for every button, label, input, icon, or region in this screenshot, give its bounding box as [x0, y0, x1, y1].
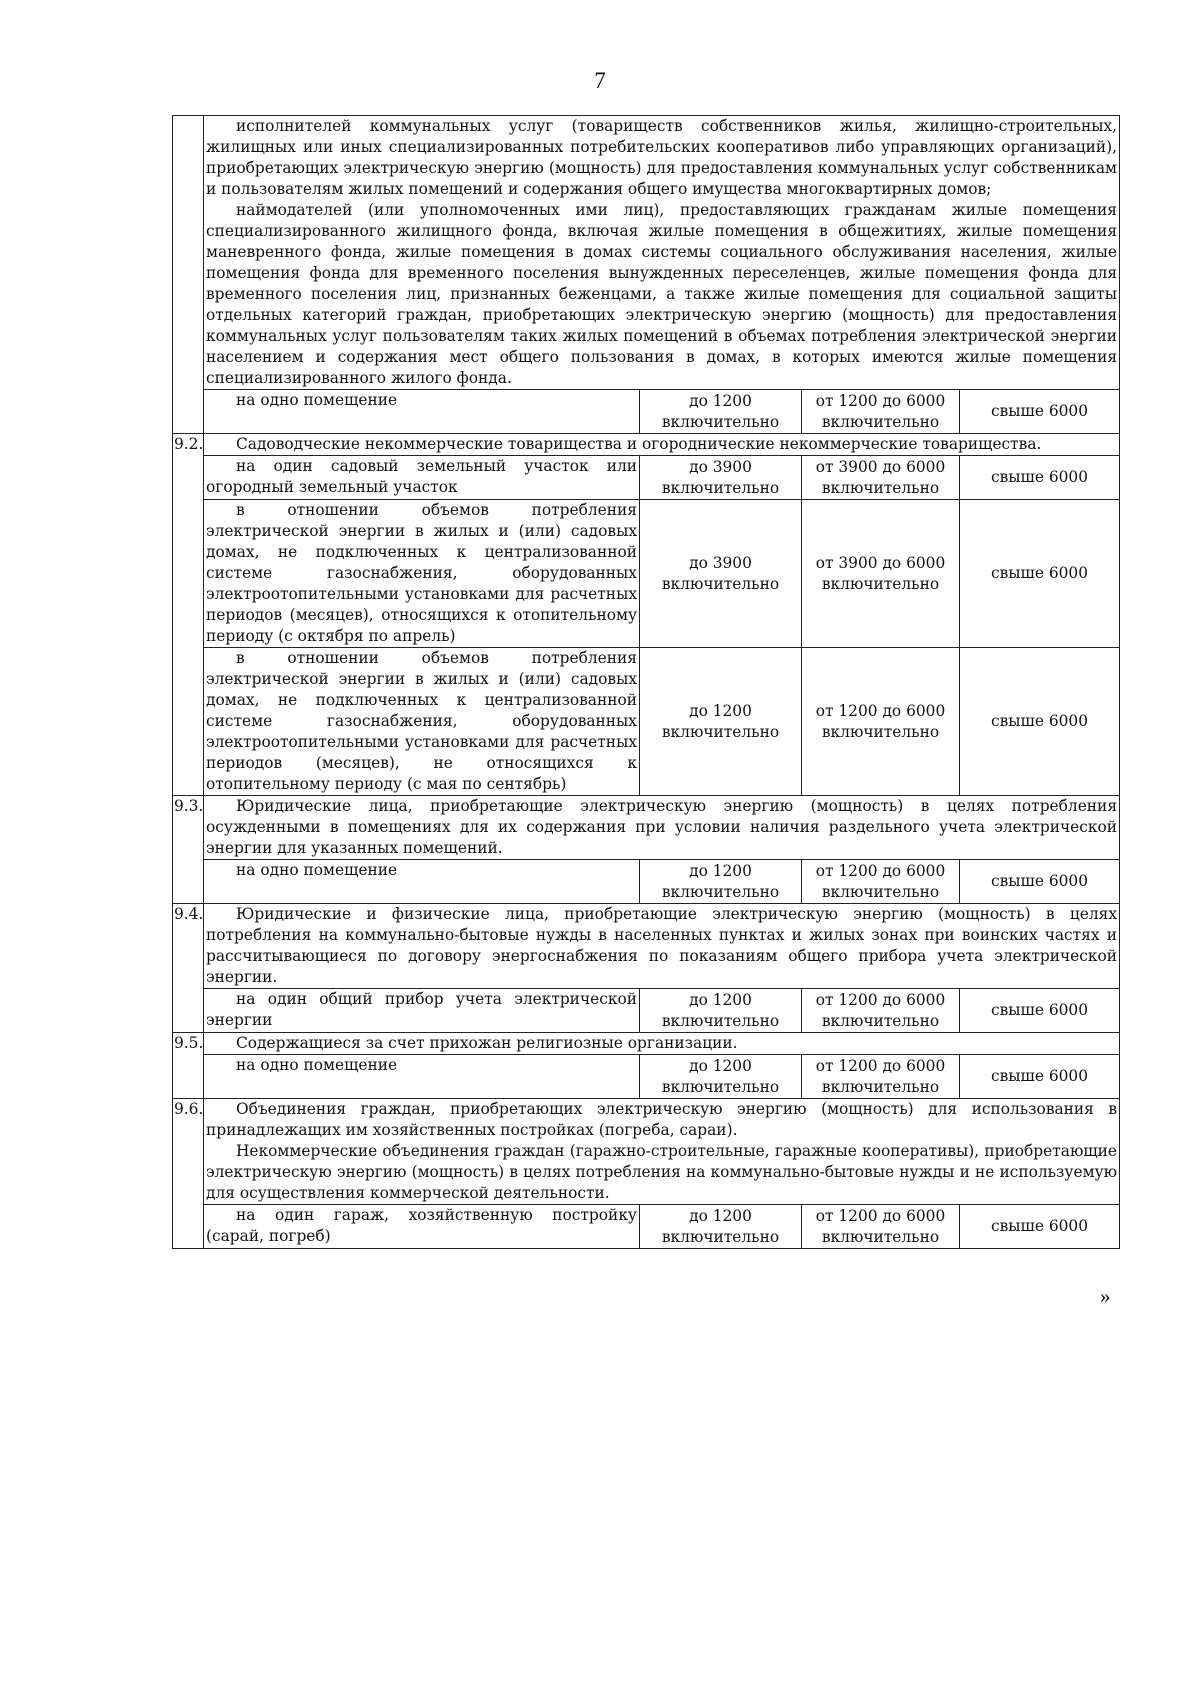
threshold-mid: от 3900 до 6000 включительно: [802, 500, 960, 648]
table-row: [173, 390, 1120, 434]
section-title: Юридические и физические лица, приобретающие электрическую энергию (мощность) в целях потребления на коммунально-бытовые нужды в населенных пунктах и жилых зонах при воинских частях и рассчитывающиеся по договору энергоснабжения по показаниям общего прибора учета электрической энергии.: [204, 904, 1120, 989]
threshold-high: свыше 6000: [960, 648, 1120, 796]
table-row: [173, 860, 1120, 904]
threshold-low: до 3900 включительно: [640, 500, 802, 648]
table-row: [173, 1099, 1120, 1205]
table-row: [173, 989, 1120, 1033]
row-label: на одно помещение: [204, 1055, 640, 1099]
threshold-low: до 3900 включительно: [640, 456, 802, 500]
row-label: на один гараж, хозяйственную постройку (сарай, погреб): [204, 1205, 640, 1249]
threshold-high: свыше 6000: [960, 1055, 1120, 1099]
threshold-low: до 1200 включительно: [640, 1055, 802, 1099]
threshold-mid: от 1200 до 6000 включительно: [802, 860, 960, 904]
page-number: 7: [594, 68, 606, 93]
section-number: 9.4.: [173, 904, 204, 1033]
tariff-table: [172, 115, 1120, 1249]
section-number: 9.5.: [173, 1033, 204, 1099]
table-row: [173, 434, 1120, 456]
row-label: на один садовый земельный участок или огородный земельный участок: [204, 456, 640, 500]
threshold-high: свыше 6000: [960, 500, 1120, 648]
threshold-high: свыше 6000: [960, 390, 1120, 434]
closing-quote-mark: »: [1100, 1284, 1111, 1308]
threshold-low: до 1200 включительно: [640, 1205, 802, 1249]
section-title: Юридические лица, приобретающие электрическую энергию (мощность) в целях потребления осужденными в помещениях для их содержания при условии наличия раздельного учета электрической энергии для указанных помещений.: [204, 796, 1120, 860]
section-title: Садоводческие некоммерческие товарищества и огороднические некоммерческие товарищества.: [204, 434, 1120, 456]
row-label: в отношении объемов потребления электрической энергии в жилых и (или) садовых домах, не подключенных к централизованной системе газоснабжения, оборудованных электроотопительными установками для расчетных периодов (месяцев), не относящихся к отопительному периоду (с мая по сентябрь): [204, 648, 640, 796]
intro-paragraph-2: наймодателей (или уполномоченных ими лиц), предоставляющих гражданам жилые помещения специализированного жилищного фонда, включая жилые помещения в общежитиях, жилые помещения маневренного фонда, жилые помещения в домах системы социального обслуживания населения, жилые помещения фонда для временного поселения вынужденных переселенцев, жилые помещения фонда для временного поселения лиц, признанных беженцами, а также жилые помещения для социальной защиты отдельных категорий граждан, приобретающих электрическую энергию (мощность) для предоставления коммунальных услуг пользователям таких жилых помещений в объемах потребления электрической энергии населением и содержания мест общего пользования в домах, в которых имеются жилые помещения специализированного жилого фонда.: [206, 201, 1118, 387]
table-row: [173, 116, 1120, 390]
threshold-mid: от 1200 до 6000 включительно: [802, 390, 960, 434]
section-number: 9.6.: [173, 1099, 204, 1249]
table-row: [173, 904, 1120, 989]
table-row: [173, 1205, 1120, 1249]
table-row: [173, 500, 1120, 648]
section-number: 9.3.: [173, 796, 204, 904]
row-number-cell: [173, 116, 204, 434]
threshold-low: до 1200 включительно: [640, 390, 802, 434]
table-row: [173, 1055, 1120, 1099]
row-label: на одно помещение: [204, 860, 640, 904]
table-row: [173, 796, 1120, 860]
threshold-low: до 1200 включительно: [640, 648, 802, 796]
threshold-mid: от 1200 до 6000 включительно: [802, 648, 960, 796]
section-paragraph-1: Объединения граждан, приобретающих электрическую энергию (мощность) для использования в принадлежащих им хозяйственных постройках (погреба, сараи).: [206, 1100, 1118, 1139]
threshold-mid: от 3900 до 6000 включительно: [802, 456, 960, 500]
row-label: на одно помещение: [204, 390, 640, 434]
threshold-high: свыше 6000: [960, 989, 1120, 1033]
table-row: [173, 1033, 1120, 1055]
table-row: [173, 456, 1120, 500]
section-title: Содержащиеся за счет прихожан религиозные организации.: [204, 1033, 1120, 1055]
row-label: в отношении объемов потребления электрической энергии в жилых и (или) садовых домах, не подключенных к централизованной системе газоснабжения, оборудованных электроотопительными установками для расчетных периодов (месяцев), относящихся к отопительному периоду (с октября по апрель): [204, 500, 640, 648]
section-number: 9.2.: [173, 434, 204, 796]
threshold-mid: от 1200 до 6000 включительно: [802, 989, 960, 1033]
threshold-low: до 1200 включительно: [640, 989, 802, 1033]
intro-paragraph-1: исполнителей коммунальных услуг (товариществ собственников жилья, жилищно-строительных, жилищных или иных специализированных потребительских кооперативов либо управляющих организаций), приобретающих электрическую энергию (мощность) для предоставления коммунальных услуг собственникам и пользователям жилых помещений и содержания общего имущества многоквартирных домов;: [206, 117, 1118, 198]
intro-text-cell: [204, 116, 1120, 390]
threshold-high: свыше 6000: [960, 456, 1120, 500]
threshold-high: свыше 6000: [960, 1205, 1120, 1249]
row-label: на один общий прибор учета электрической энергии: [204, 989, 640, 1033]
threshold-mid: от 1200 до 6000 включительно: [802, 1205, 960, 1249]
threshold-high: свыше 6000: [960, 860, 1120, 904]
threshold-low: до 1200 включительно: [640, 860, 802, 904]
table-row: [173, 648, 1120, 796]
section-paragraph-2: Некоммерческие объединения граждан (гаражно-строительные, гаражные кооперативы), приобретающие электрическую энергию (мощность) в целях потребления на коммунально-бытовые нужды и не используемую для осуществления коммерческой деятельности.: [206, 1142, 1118, 1202]
threshold-mid: от 1200 до 6000 включительно: [802, 1055, 960, 1099]
section-title: [204, 1099, 1120, 1205]
